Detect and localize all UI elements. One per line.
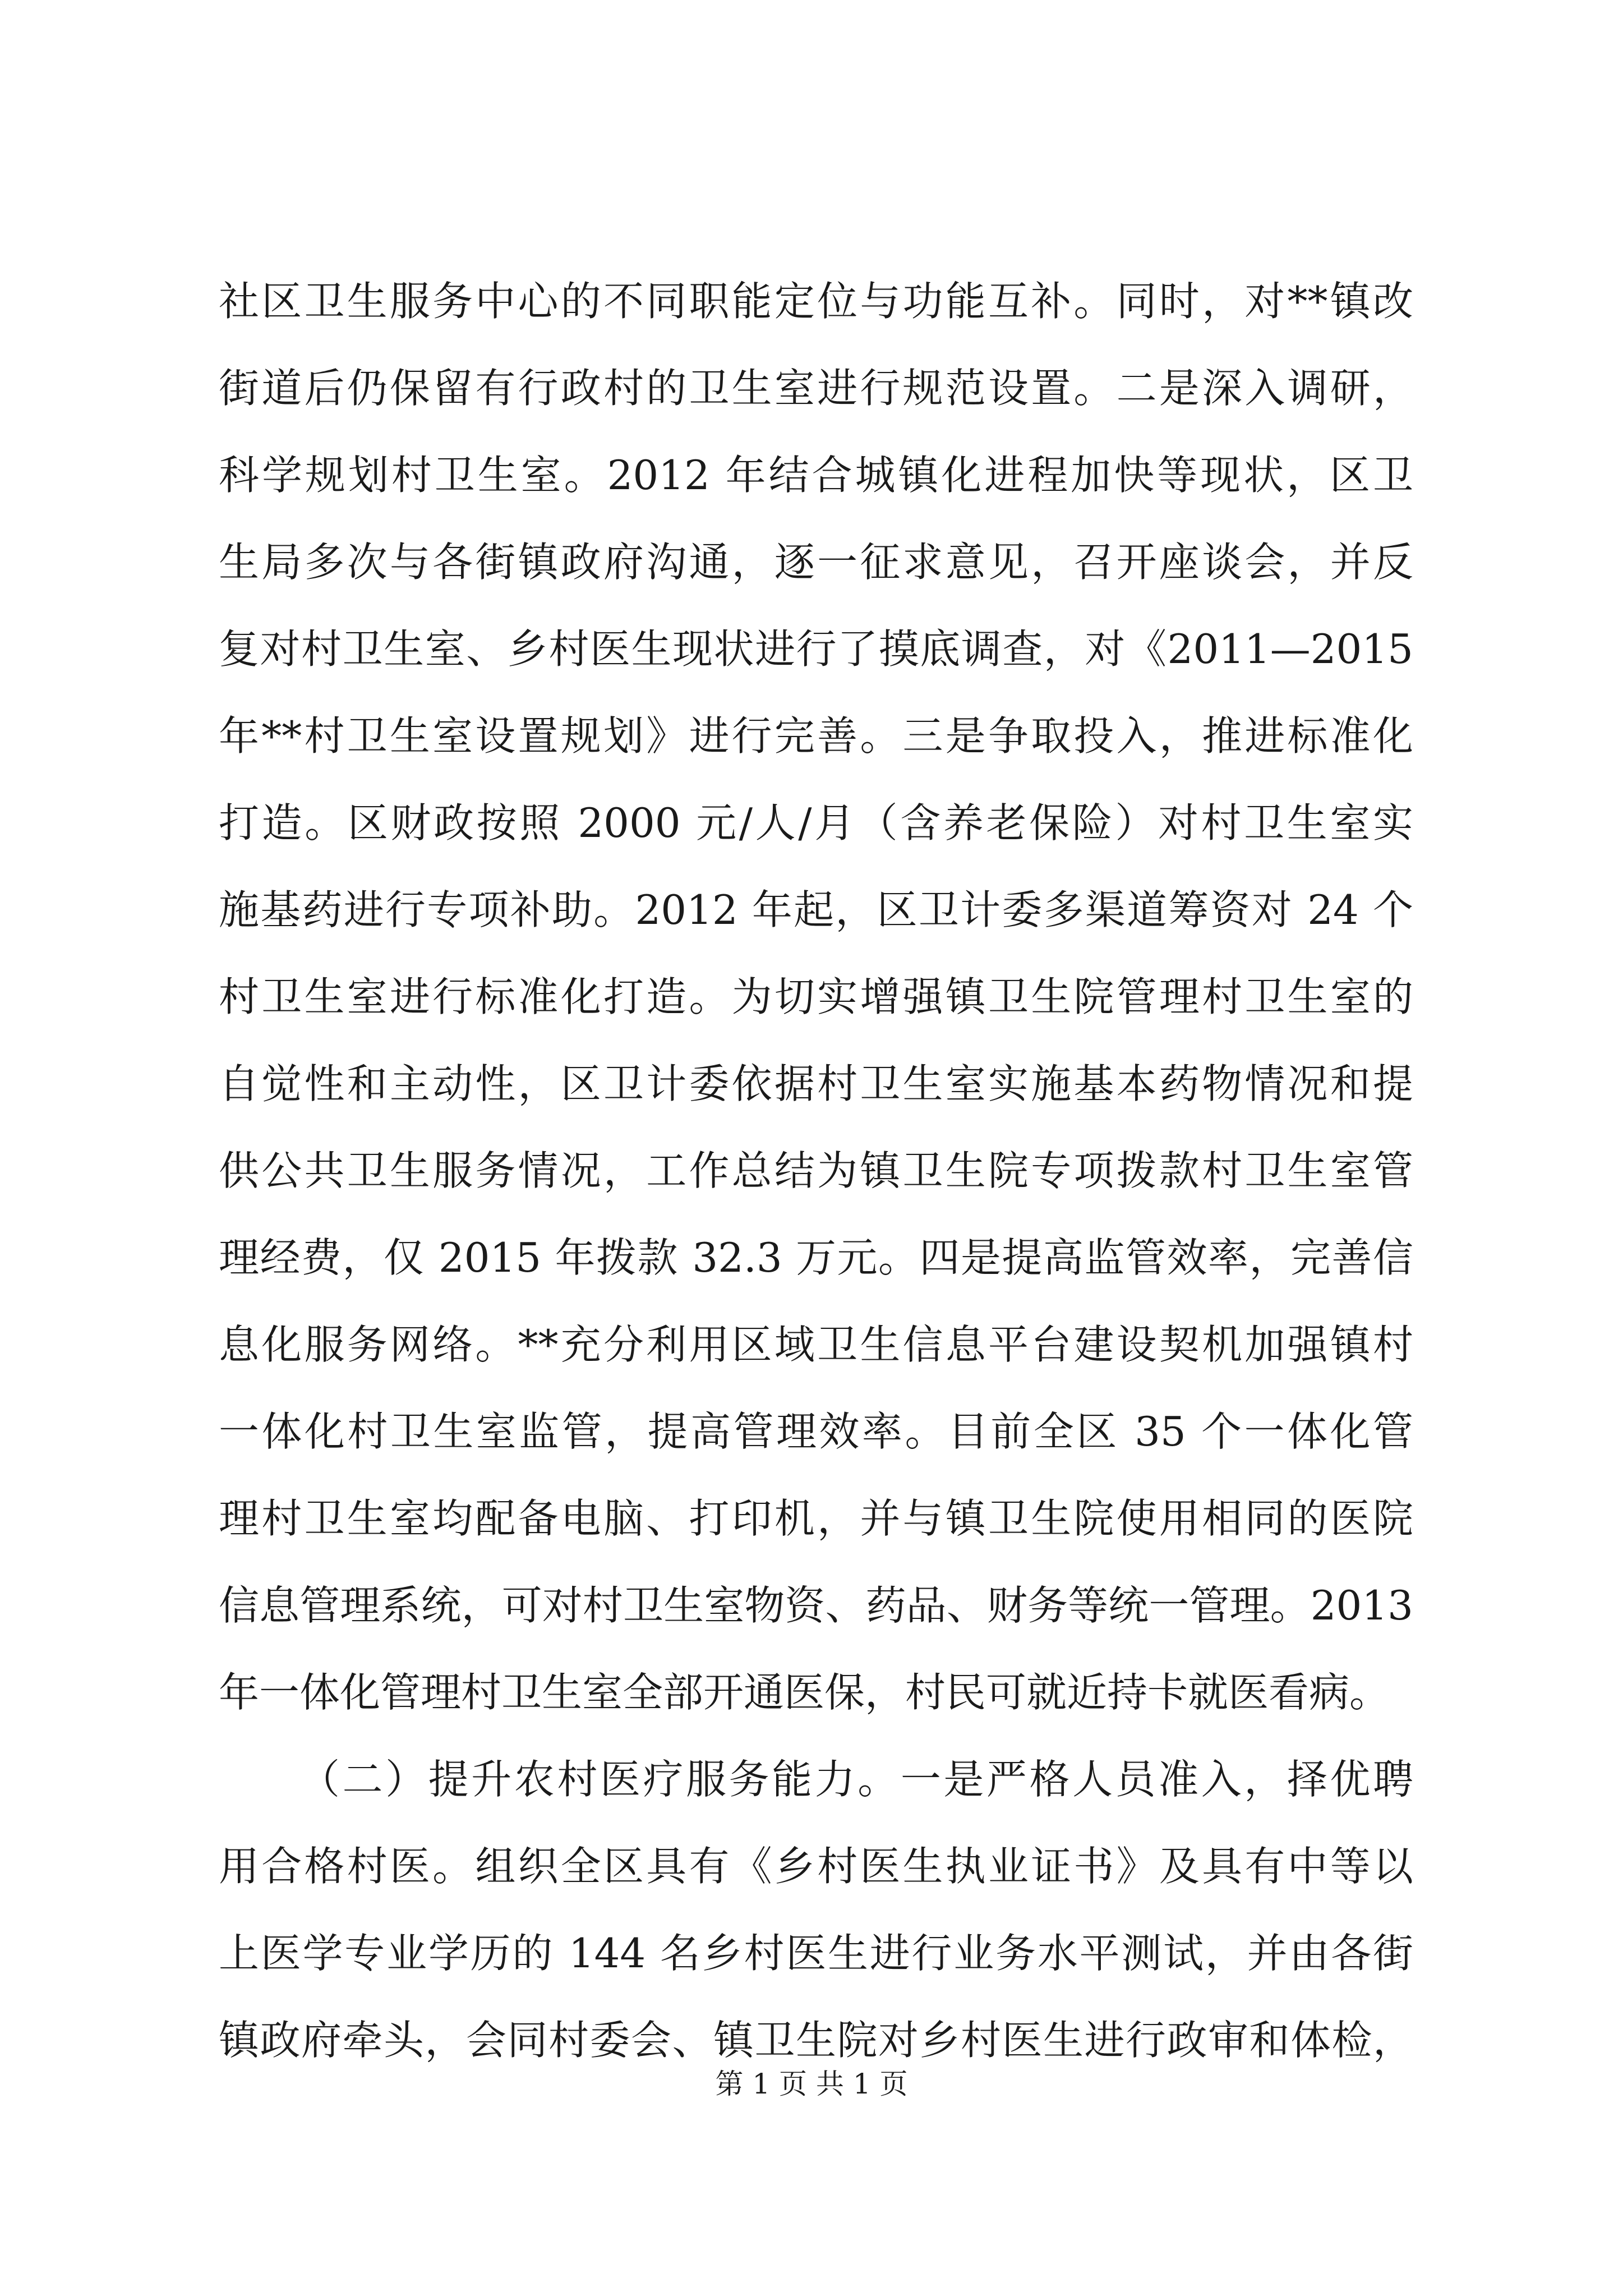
text-line: 自觉性和主动性，区卫计委依据村卫生室实施基本药物情况和提: [219, 1060, 1413, 1107]
text-line: 用合格村医。组织全区具有《乡村医生执业证书》及具有中等以: [219, 1843, 1413, 1890]
page-number: 第 1 页 共 1 页: [715, 2068, 908, 2100]
text-line: 息化服务网络。**充分利用区域卫生信息平台建设契机加强镇村: [219, 1321, 1413, 1368]
text-line: 供公共卫生服务情况，工作总结为镇卫生院专项拨款村卫生室管: [219, 1147, 1413, 1194]
text-line: 街道后仍保留有行政村的卫生室进行规范设置。二是深入调研，: [219, 365, 1413, 412]
text-line: 社区卫生服务中心的不同职能定位与功能互补。同时，对**镇改: [219, 278, 1413, 325]
text-line: 理经费，仅 2015 年拨款 32.3 万元。四是提高监管效率，完善信: [219, 1234, 1413, 1281]
text-line: 打造。区财政按照 2000 元/人/月（含养老保险）对村卫生室实: [219, 799, 1413, 846]
text-line: 生局多次与各街镇政府沟通，逐一征求意见，召开座谈会，并反: [219, 539, 1413, 586]
text-line: 施基药进行专项补助。2012 年起，区卫计委多渠道筹资对 24 个: [219, 886, 1413, 933]
text-line: 村卫生室进行标准化打造。为切实增强镇卫生院管理村卫生室的: [219, 973, 1413, 1020]
text-line: 一体化村卫生室监管，提高管理效率。目前全区 35 个一体化管: [219, 1408, 1413, 1455]
paragraph-start-line: （二）提升农村医疗服务能力。一是严格人员准入，择优聘: [299, 1756, 1413, 1803]
text-line: 年**村卫生室设置规划》进行完善。三是争取投入，推进标准化: [219, 712, 1413, 760]
text-line: 上医学专业学历的 144 名乡村医生进行业务水平测试，并由各街: [219, 1930, 1413, 1977]
text-line: 科学规划村卫生室。2012 年结合城镇化进程加快等现状，区卫: [219, 452, 1413, 499]
text-line: 理村卫生室均配备电脑、打印机，并与镇卫生院使用相同的医院: [219, 1495, 1413, 1542]
text-line: 镇政府牵头，会同村委会、镇卫生院对乡村医生进行政审和体检，: [219, 2017, 1413, 2064]
text-line: 年一体化管理村卫生室全部开通医保，村民可就近持卡就医看病。: [219, 1669, 1390, 1716]
body-text: [219, 258, 1413, 2084]
text-line: 信息管理系统，可对村卫生室物资、药品、财务等统一管理。2013: [219, 1582, 1413, 1629]
text-line: 复对村卫生室、乡村医生现状进行了摸底调查，对《2011—2015: [219, 625, 1413, 673]
